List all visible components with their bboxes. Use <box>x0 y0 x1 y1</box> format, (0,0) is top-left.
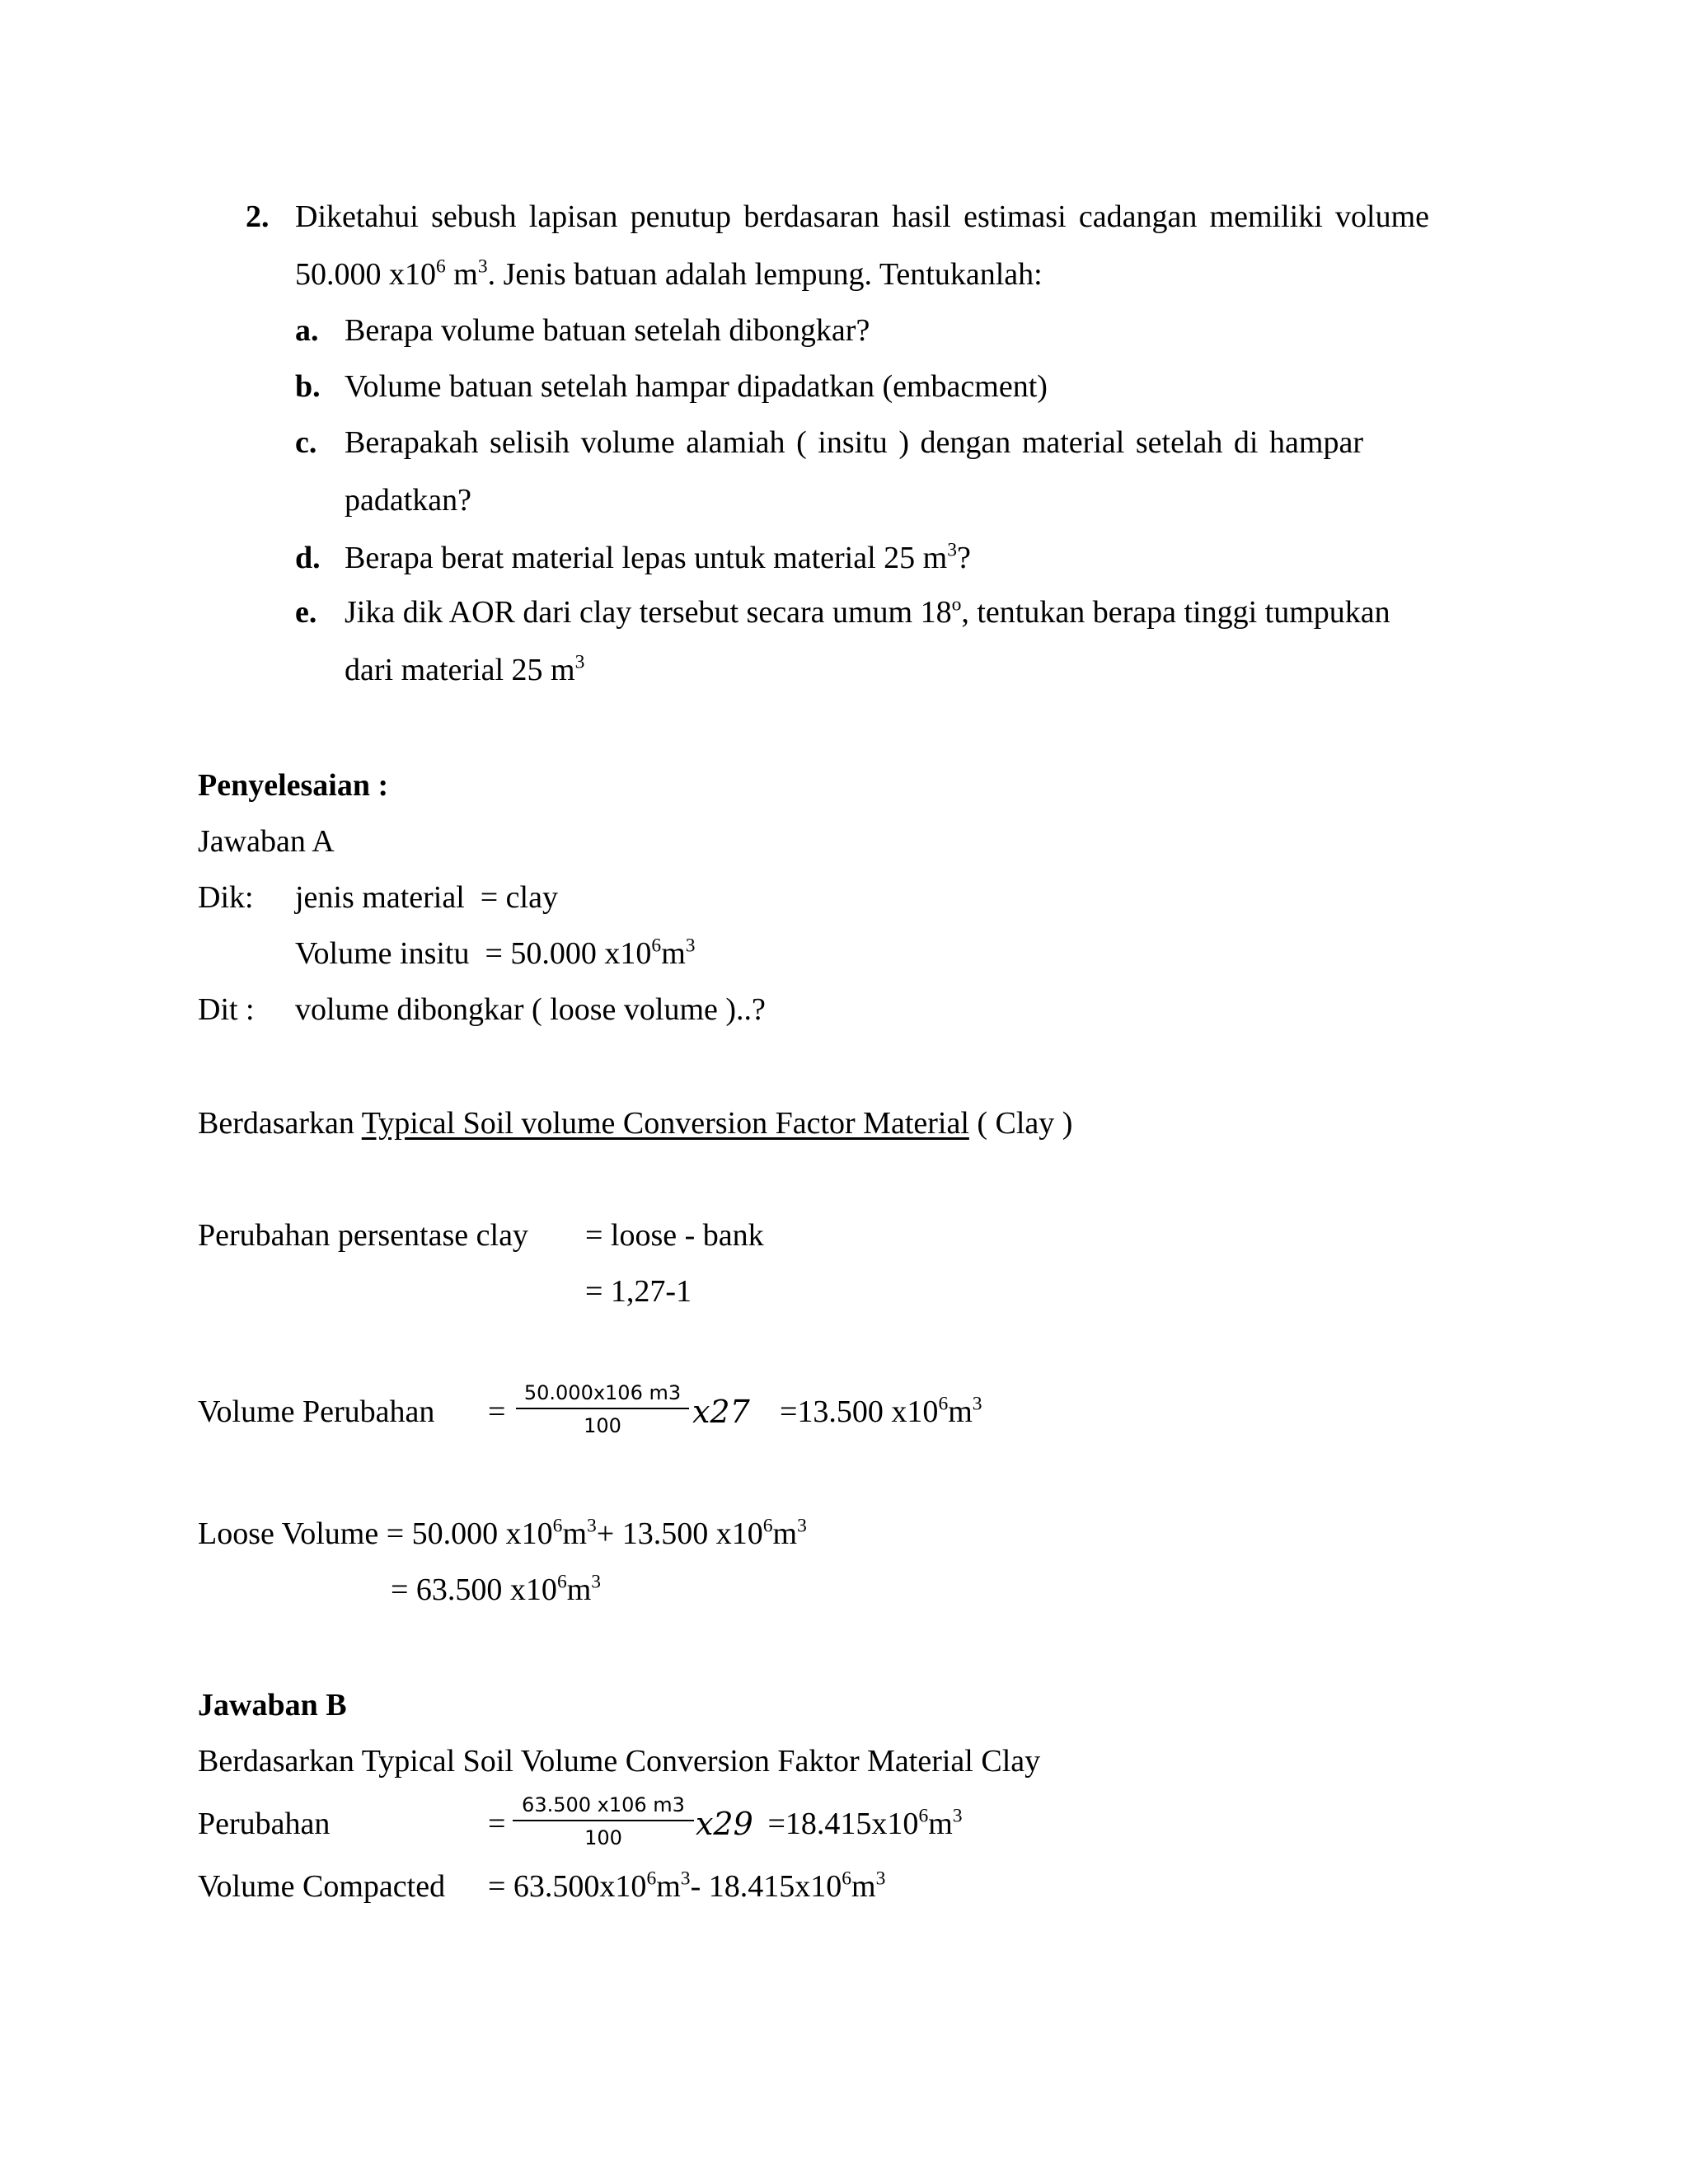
item-c-marker: c. <box>295 425 317 460</box>
dit-text: volume dibongkar ( loose volume )..? <box>295 992 766 1027</box>
item-b-marker: b. <box>295 369 321 404</box>
item-d-text: Berapa berat material lepas untuk material 25 $m^3$? <box>345 539 971 575</box>
item-a-text: Berapa volume batuan setelah dibongkar? <box>345 313 870 348</box>
fraction-denominator: 100 <box>584 1826 622 1849</box>
question-number: 2. <box>246 199 270 234</box>
b-perubahan-result: $=18.415x10^6m^3$ <box>760 1805 963 1841</box>
volume-perubahan-equals: = <box>488 1394 506 1429</box>
compacted-label: Volume Compacted <box>198 1869 446 1904</box>
item-e-marker: e. <box>295 595 317 630</box>
volume-perubahan-result: =13.500 $x10^6m^3$ <box>780 1393 982 1429</box>
item-a-marker: a. <box>295 313 319 348</box>
item-e-text-2: dari material 25 $m^3$ <box>345 651 585 687</box>
b-perubahan-label: Perubahan <box>198 1807 331 1841</box>
dik-line-1: jenis material = clay <box>295 880 558 915</box>
b-berdasarkan-line: Berdasarkan Typical Soil Volume Conversion Faktor Material Clay <box>198 1744 1041 1779</box>
fraction-denominator: 100 <box>584 1414 621 1437</box>
perubahan-eq-1: = loose - bank <box>585 1218 764 1253</box>
question-line-1: Diketahui sebush lapisan penutup berdasaran hasil estimasi cadangan memiliki volume <box>295 199 1429 234</box>
volume-perubahan-multiplier: x27 <box>692 1394 750 1430</box>
jawaban-a-heading: Jawaban A <box>198 824 335 859</box>
b-perubahan-multiplier: x29 <box>696 1806 753 1842</box>
jawaban-b-heading: Jawaban B <box>198 1688 347 1722</box>
fraction-numerator: 63.500 x106 m3 <box>513 1795 694 1821</box>
berdasarkan-line: Berdasarkan Typical Soil volume Conversion Factor Material ( Clay ) <box>198 1106 1073 1141</box>
item-c-text-2: padatkan? <box>345 483 472 518</box>
dit-label: Dit : <box>198 992 255 1027</box>
item-e-text-1: Jika dik AOR dari clay tersebut secara umum 18$^o$, tentukan berapa tinggi tumpukan <box>345 593 1390 630</box>
loose-volume-line-1: Loose Volume = 50.000 $x10^6m^3+ 13.500$ $x10^6m^3$ <box>198 1515 807 1551</box>
question-line-2: 50.000 $x10^6$ $m^3$. Jenis batuan adalah lempung. Tentukanlah: <box>295 255 1043 292</box>
perubahan-eq-2: = 1,27-1 <box>585 1274 692 1309</box>
compacted-equation: = $63.500x10^6m^3-$ $18.415x10^6m^3$ <box>488 1868 886 1904</box>
loose-volume-line-2: = 63.500 $x10^6m^3$ <box>391 1571 602 1607</box>
b-perubahan-equals: = <box>488 1807 506 1841</box>
item-d-marker: d. <box>295 541 321 575</box>
volume-perubahan-label: Volume Perubahan <box>198 1394 435 1429</box>
dik-label: Dik: <box>198 880 254 915</box>
item-c-text-1: Berapakah selisih volume alamiah ( insitu ) dengan material setelah di hampar <box>345 425 1363 460</box>
perubahan-label: Perubahan persentase clay <box>198 1218 528 1253</box>
item-b-text: Volume batuan setelah hampar dipadatkan (embacment) <box>345 369 1048 404</box>
b-perubahan-fraction <box>513 1795 694 1848</box>
solution-heading: Penyelesaian : <box>198 768 389 803</box>
conversion-factor-reference: Typical Soil volume Conversion Factor Material <box>361 1106 969 1141</box>
fraction-numerator: 50.000x106 m3 <box>516 1383 689 1409</box>
volume-perubahan-fraction <box>516 1383 689 1436</box>
dik-line-2: Volume insitu = 50.000 $x10^6m^3$ <box>295 935 696 971</box>
